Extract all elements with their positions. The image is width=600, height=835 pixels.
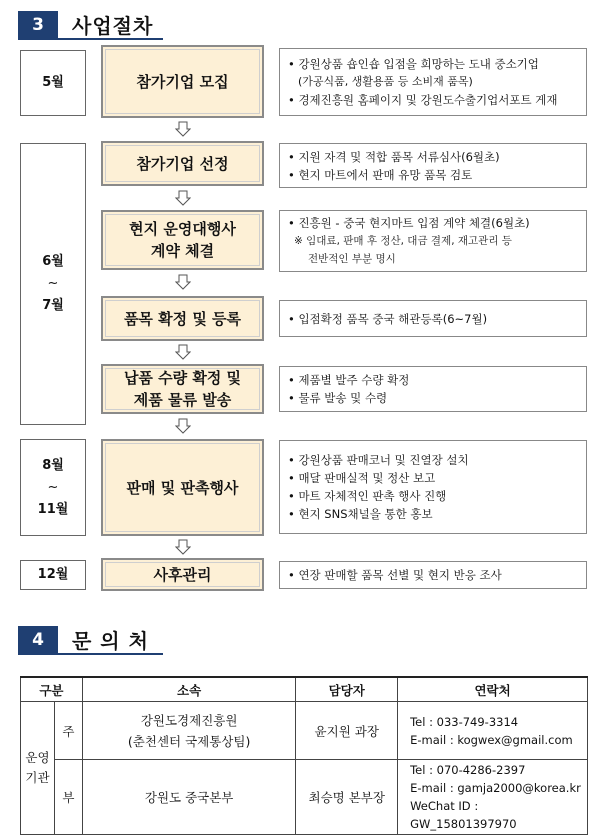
step-recruit [101,45,264,118]
month-box-8-11 [20,439,86,536]
step-label: 납품 수량 확정 및 [123,369,242,387]
contact-email[interactable]: E-mail : gamja2000@korea.kr [410,781,581,795]
desc-register [279,300,587,337]
down-arrow-icon [175,539,191,555]
step-label: 참가기업 선정 [136,154,229,173]
desc-sub: (가공식품, 생활용품 등 소비재 품목) [298,75,473,88]
desc-bullet: • 강원상품 숍인숍 입점을 희망하는 도내 중소기업 [288,57,539,71]
contact-cell [398,760,588,835]
desc-bullet: • 지원 자격 및 적합 품목 서류심사(6월초) [288,149,500,164]
month-label: ~ [47,479,59,495]
desc-bullet: • 현지 마트에서 판매 유망 품목 검토 [288,167,473,182]
role-cell: 주 [54,702,82,760]
month-label: 8월 [42,457,64,473]
down-arrow-icon [175,190,191,206]
month-label: 5월 [42,75,64,90]
desc-bullet: • 물류 발송 및 수령 [288,391,388,405]
desc-sales [279,440,587,534]
down-arrow-icon [175,344,191,360]
role-cell: 부 [54,760,82,835]
month-label: ~ [47,276,59,291]
month-box-5 [20,50,86,116]
month-label: 7월 [42,298,64,313]
down-arrow-icon [175,121,191,137]
desc-contract [279,210,587,272]
step-contract [101,210,264,270]
header-person: 담당자 [296,677,398,702]
step-label: 제품 물류 발송 [133,391,232,409]
step-label: 계약 체결 [150,242,215,260]
desc-bullet: • 진흥원 - 중국 현지마트 입점 계약 체결(6월초) [288,216,530,230]
person-cell: 최승명 본부장 [296,760,398,835]
header-contact: 연락처 [398,677,588,702]
section-4-rule [18,653,163,655]
org-label: 강원도 중국본부 [144,790,234,805]
table-header-row [21,677,588,702]
contact-tel: Tel : 033-749-3314 [410,714,519,729]
header-org: 소속 [82,677,295,702]
org-cell [82,702,295,760]
person-cell: 윤지원 과장 [296,702,398,760]
step-shipping [101,364,264,414]
desc-bullet: • 제품별 발주 수량 확정 [288,373,410,387]
month-box-6-7 [20,143,86,425]
contact-email[interactable]: E-mail : kogwex@gmail.com [410,732,573,747]
table-row [21,702,588,760]
section-3-number: 3 [18,11,58,38]
step-label: 사후관리 [153,565,212,584]
section-3-rule [18,38,163,40]
contact-wechat: WeChat ID : GW_15801397970 [410,799,517,831]
contact-cell [398,702,588,760]
desc-recruit [279,48,587,116]
step-followup [101,558,264,591]
org-label: (춘천센터 국제통상팀) [127,733,251,749]
month-box-12 [20,560,86,590]
table-row [21,760,588,835]
desc-note: 전반적인 부분 명시 [308,253,396,265]
contact-tel: Tel : 070-4286-2397 [410,763,526,777]
down-arrow-icon [175,418,191,434]
group-cell [21,702,55,835]
desc-bullet: • 경제진흥원 홈페이지 및 강원도수출기업서포트 게재 [288,93,558,107]
month-label: 11월 [37,501,69,517]
desc-followup [279,561,587,589]
desc-note: ※ 임대료, 판매 후 정산, 대금 결제, 재고관리 등 [294,235,512,247]
desc-bullet: • 강원상품 판매코너 및 진열장 설치 [288,453,469,467]
org-label: 강원도경제진흥원 [140,712,238,728]
down-arrow-icon [175,274,191,290]
desc-shipping [279,366,587,412]
desc-bullet: • 입점확정 품목 중국 해관등록(6~7월) [288,311,488,326]
step-register [101,296,264,341]
section-3-title: 사업절차 [72,13,154,38]
step-select [101,141,264,186]
step-label: 품목 확정 및 등록 [123,309,242,328]
month-label: 12월 [37,567,69,582]
group-label: 운영 [25,750,50,765]
step-sales [101,439,264,536]
desc-bullet: • 연장 판매할 품목 선별 및 현지 반응 조사 [288,568,502,582]
group-label: 기관 [25,770,50,785]
step-label: 참가기업 모집 [136,72,229,91]
month-label: 6월 [42,254,64,269]
desc-select [279,143,587,188]
step-label: 현지 운영대행사 [129,220,236,238]
desc-bullet: • 현지 SNS채널을 통한 홍보 [288,507,433,521]
contact-table [20,676,588,835]
header-category: 구분 [21,677,83,702]
desc-bullet: • 매달 판매실적 및 정산 보고 [288,471,436,485]
desc-bullet: • 마트 자체적인 판촉 행사 진행 [288,489,447,503]
section-4-title: 문 의 처 [72,628,149,653]
org-cell [82,760,295,835]
section-4-number: 4 [18,626,58,653]
step-label: 판매 및 판촉행사 [126,478,239,497]
